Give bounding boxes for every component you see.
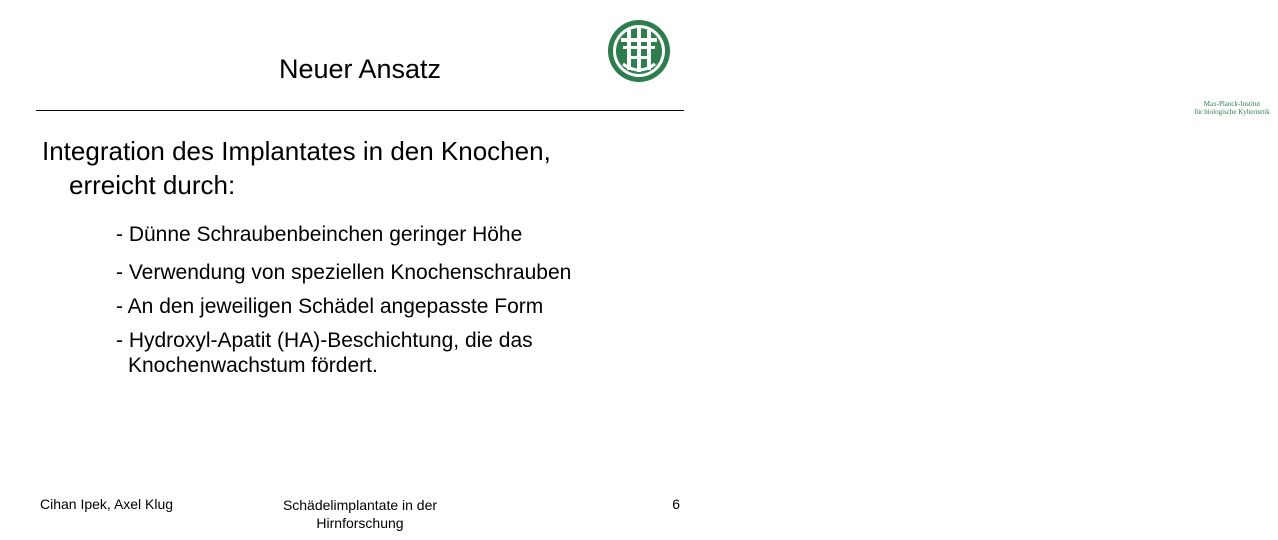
footer-authors: Cihan Ipek, Axel Klug: [40, 496, 174, 512]
main-bullet: [42, 134, 692, 202]
subpoint-text: - Verwendung von speziellen Knochenschrauben: [116, 261, 572, 284]
subpoint-text: - Hydroxyl-Apatit (HA)-Beschichtung, die das: [116, 329, 533, 352]
max-planck-logo: [593, 16, 1270, 116]
max-planck-minerva-emblem-icon: [593, 16, 685, 88]
subpoint-item: [116, 294, 706, 319]
footer-topic-line1: Schädelimplantate in der: [282, 497, 438, 513]
footer-topic-line2: Hirnforschung: [316, 515, 404, 531]
main-bullet-line1: Integration des Implantates in den Knochen,: [42, 136, 551, 166]
subpoint-item: [116, 260, 706, 285]
subpoint-item: [116, 222, 706, 247]
subpoint-item: [116, 328, 706, 378]
logo-caption-line1: Max-Planck-Institut: [1203, 100, 1261, 108]
main-bullet-line2: erreicht durch:: [69, 170, 236, 200]
subpoint-list: [116, 222, 706, 378]
subpoint-text: - Dünne Schraubenbeinchen geringer Höhe: [116, 223, 523, 246]
logo-caption-line2: für biologische Kybernetik: [1194, 108, 1270, 116]
title-divider: [36, 110, 684, 111]
slide-title: Neuer Ansatz: [278, 54, 442, 84]
footer-topic: [268, 496, 452, 532]
page-number: 6: [672, 496, 680, 512]
logo-caption: [1186, 100, 1278, 116]
subpoint-text: - An den jeweiligen Schädel angepasste Form: [116, 295, 544, 318]
subpoint-continuation: Knochenwachstum fördert.: [128, 354, 378, 377]
